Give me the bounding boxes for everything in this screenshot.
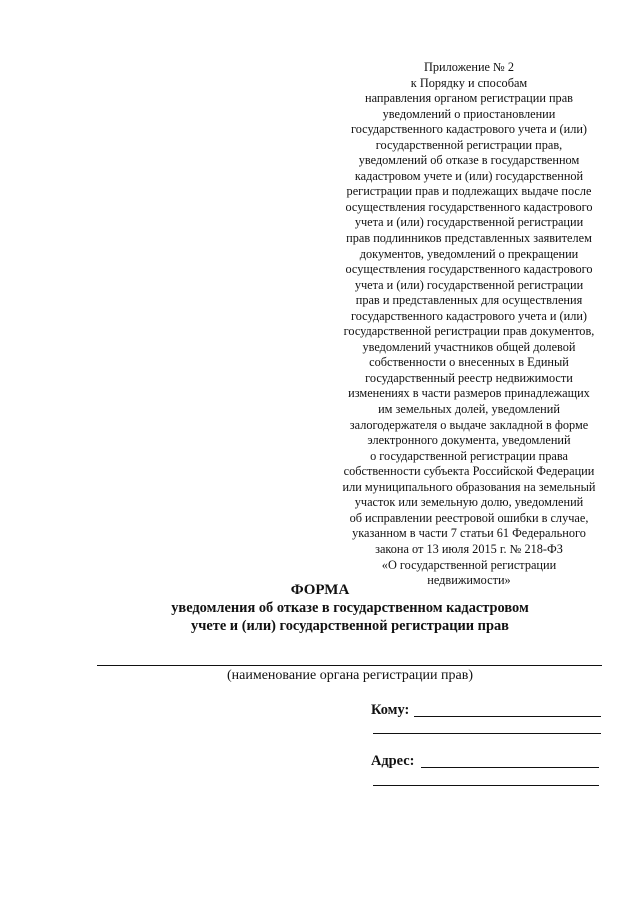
appendix-line: или муниципального образования на земельный [342, 479, 596, 494]
appendix-line: закона от 13 июля 2015 г. № 218-ФЗ [375, 541, 563, 556]
appendix-line: прав подлинников представленных заявителем [346, 231, 592, 246]
appendix-line: о государственной регистрации права [370, 448, 568, 463]
appendix-line: государственной регистрации прав документов, [343, 324, 595, 339]
appendix-line: осуществления государственного кадастрового [345, 199, 593, 214]
appendix-line: им земельных долей, уведомлений [378, 402, 560, 417]
appendix-header [332, 60, 606, 589]
appendix-line: уведомлений об отказе в государственном [358, 153, 580, 168]
to-label: Кому: [371, 702, 410, 718]
appendix-line: учета и (или) государственной регистрации [354, 215, 584, 230]
to-field-line-2[interactable] [373, 733, 601, 734]
to-field[interactable] [414, 716, 601, 717]
appendix-line: об исправлении реестровой ошибки в случае, [349, 510, 589, 525]
organ-name-caption: (наименование органа регистрации прав) [226, 668, 474, 683]
appendix-line: уведомлений о приостановлении [382, 106, 556, 121]
appendix-line: указанном в части 7 статьи 61 Федерального [352, 526, 586, 541]
appendix-line: прав и представленных для осуществления [355, 293, 583, 308]
appendix-line: уведомлений участников общей долевой [362, 339, 576, 354]
appendix-line: государственного кадастрового учета и (или) [350, 308, 588, 323]
appendix-line: недвижимости» [427, 573, 511, 588]
appendix-line: государственного кадастрового учета и (или) [350, 122, 588, 137]
appendix-line: электронного документа, уведомлений [367, 433, 571, 448]
appendix-line: учета и (или) государственной регистрации [354, 277, 584, 292]
appendix-line: документов, уведомлений о прекращении [359, 246, 579, 261]
form-subtitle-line: уведомления об отказе в государственном кадастровом [171, 600, 529, 616]
appendix-line: кадастровом учете и (или) государственной [354, 168, 584, 183]
form-subtitle [100, 599, 600, 635]
address-field[interactable] [421, 767, 599, 768]
appendix-line: Приложение № 2 [423, 60, 515, 74]
appendix-line: регистрации прав и подлежащих выдаче после [346, 184, 592, 199]
form-title: ФОРМА [290, 582, 350, 598]
appendix-line: осуществления государственного кадастрового [345, 262, 593, 277]
appendix-line: залогодержателя о выдаче закладной в форме [349, 417, 589, 432]
organ-name-field[interactable] [97, 665, 602, 666]
appendix-line: изменениях в части размеров принадлежащих [348, 386, 590, 401]
appendix-line: к Порядку и способам [410, 75, 528, 90]
appendix-line: участок или земельную долю, уведомлений [354, 495, 584, 510]
appendix-line: направления органом регистрации прав [365, 91, 573, 106]
appendix-line: государственной регистрации прав, [375, 137, 563, 152]
appendix-line: «О государственной регистрации [381, 557, 557, 572]
address-label: Адрес: [371, 753, 415, 769]
appendix-line: государственный реестр недвижимости [365, 370, 573, 385]
form-subtitle-line: учете и (или) государственной регистрации прав [191, 618, 509, 634]
appendix-line: собственности субъекта Российской Федерации [343, 464, 595, 479]
appendix-line: собственности о внесенных в Единый [369, 355, 569, 370]
address-field-line-2[interactable] [373, 785, 599, 786]
